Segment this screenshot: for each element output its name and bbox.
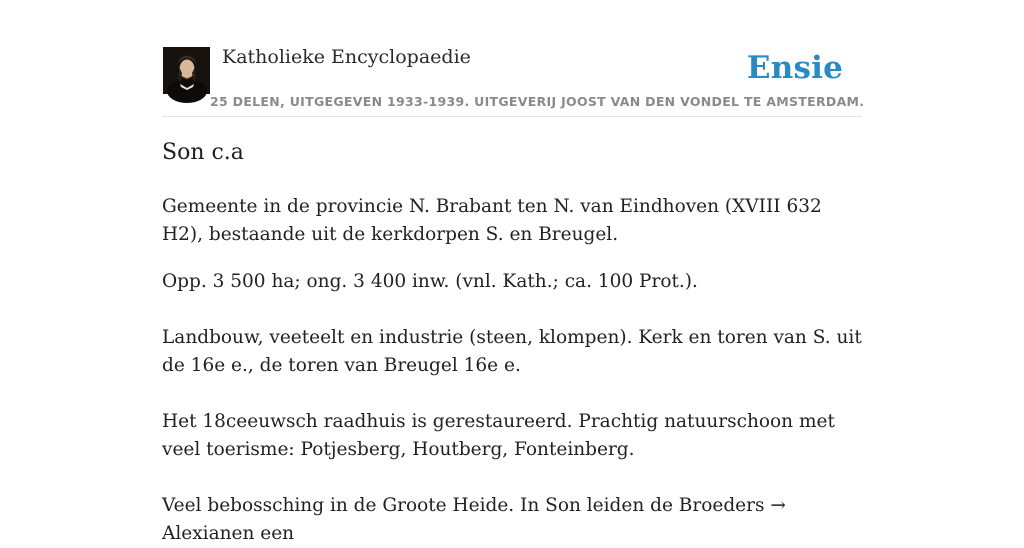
brand-logo[interactable]: Ensie bbox=[746, 50, 843, 86]
paragraph: Veel bebossching in de Groote Heide. In Son leiden de Broeders → Alexianen een bbox=[162, 495, 786, 544]
source-title[interactable]: Katholieke Encyclopaedie bbox=[222, 46, 471, 68]
source-meta: 25 DELEN, UITGEGEVEN 1933-1939. UITGEVERIJ JOOST VAN DEN VONDEL TE AMSTERDAM. bbox=[210, 94, 865, 109]
source-header bbox=[162, 0, 865, 117]
page bbox=[162, 0, 865, 544]
paragraph: Landbouw, veeteelt en industrie (steen, klompen). Kerk en toren van S. uit de 16e e., de toren van Breugel 16e e. bbox=[162, 327, 862, 376]
paragraph: Gemeente in de provincie N. Brabant ten N. van Eindhoven (XVIII 632 H2), bestaande uit de kerkdorpen S. en Breugel. bbox=[162, 196, 822, 245]
paragraph: Opp. 3 500 ha; ong. 3 400 inw. (vnl. Kath.; ca. 100 Prot.). bbox=[162, 271, 698, 292]
paragraph: Het 18ceeuwsch raadhuis is gerestaureerd. Prachtig natuurschoon met veel toerisme: Potjesberg, Houtberg, Fonteinberg. bbox=[162, 411, 835, 460]
article-title: Son c.a bbox=[162, 140, 244, 165]
portrait-avatar-icon[interactable] bbox=[163, 47, 210, 94]
article-body bbox=[162, 193, 862, 548]
